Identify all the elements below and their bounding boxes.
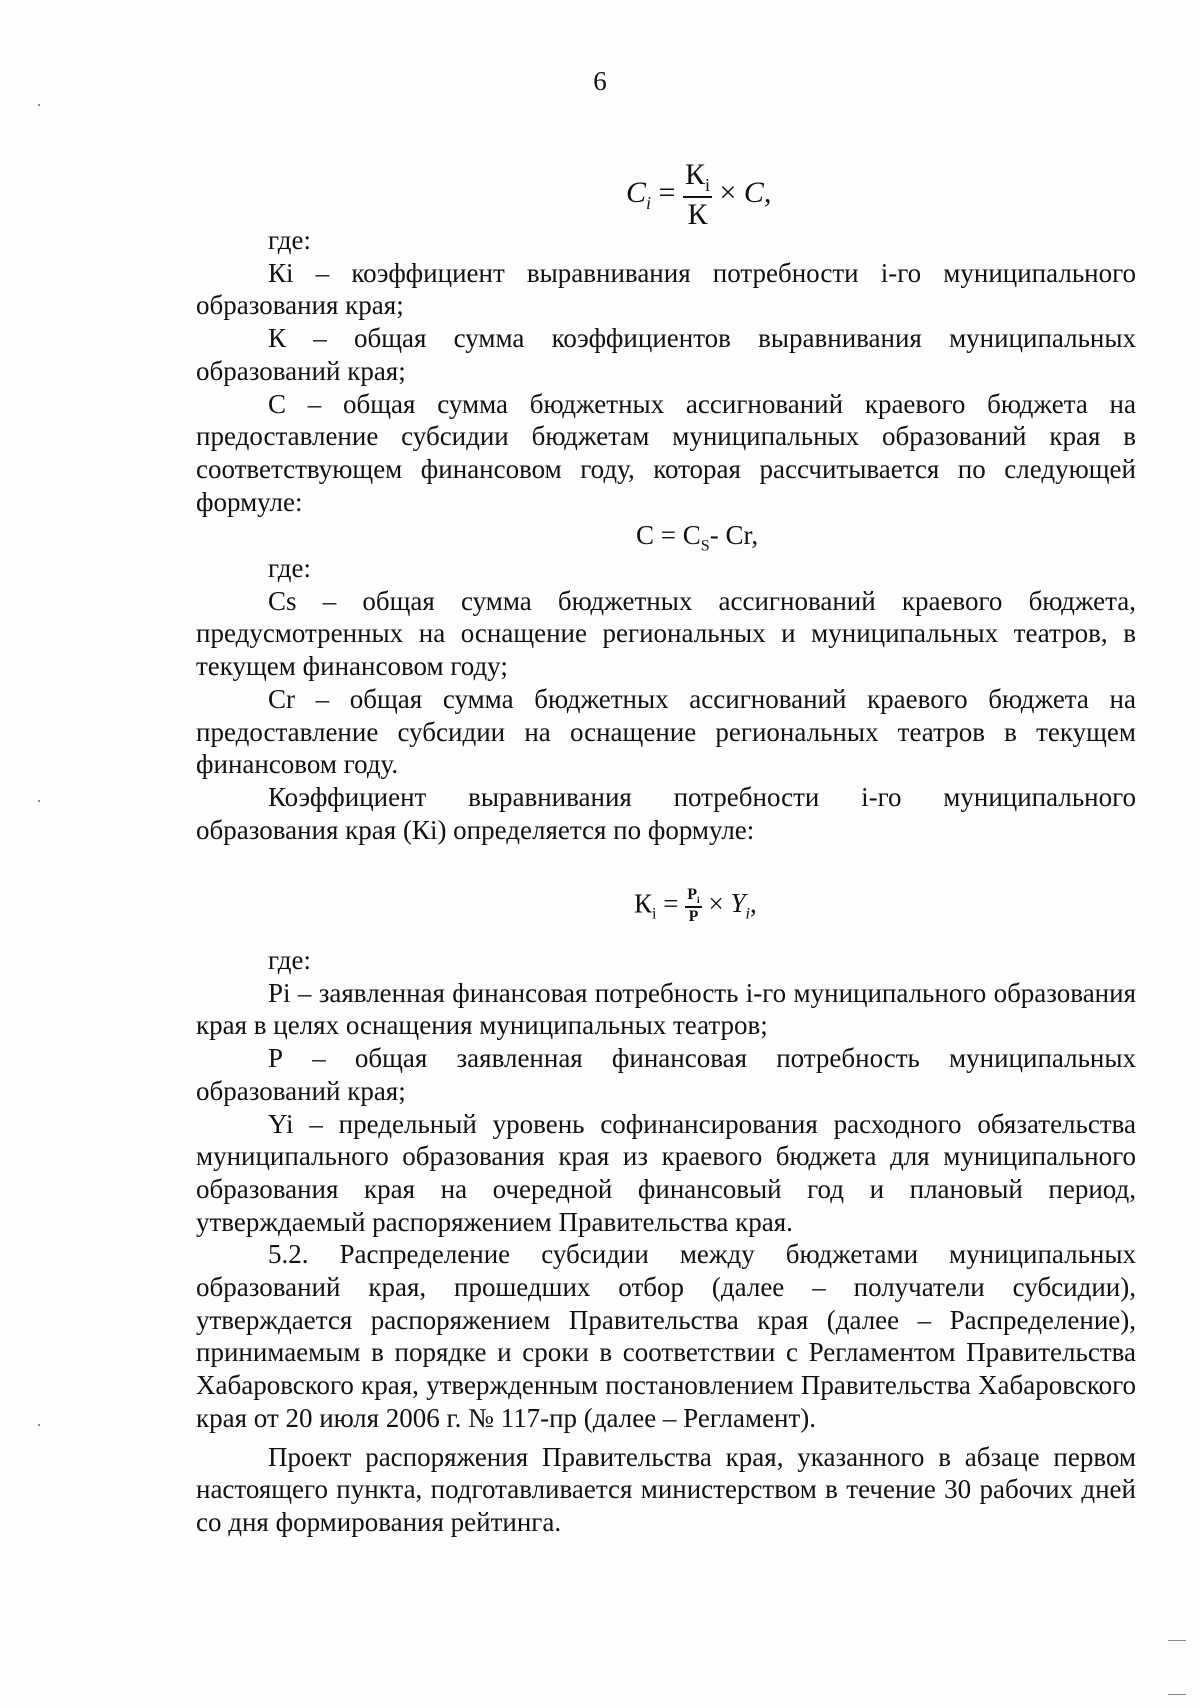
scan-speck	[1168, 1694, 1186, 1695]
scan-speck	[38, 104, 40, 106]
formula-ci-num: К	[684, 158, 705, 191]
definition-k: К – общая сумма коэффициентов выравнивания муниципальных образований края;	[196, 323, 1136, 386]
formula-ci-rhs: C,	[743, 175, 772, 209]
formula-ki-rhs-sub: i	[745, 904, 750, 923]
formula-ci-num-sub: i	[704, 175, 710, 195]
formula-ci-den: К	[687, 198, 708, 231]
formula-ki-num: P	[687, 886, 698, 903]
coefficient-intro: Коэффициент выравнивания потребности i-го муниципального образования края (Кi) определяется по формуле:	[196, 781, 1136, 845]
formula-ki-rhs: Y	[730, 888, 746, 919]
formula-c	[636, 520, 758, 555]
definition-ki: Кi – коэффициент выравнивания потребности i-го муниципального образования края;	[196, 257, 1136, 321]
page-number: 6	[593, 66, 607, 96]
formula-ki-num-sub: i	[697, 895, 700, 907]
paragraph-5-2: 5.2. Распределение субсидии между бюджетами муниципальных образований края, прошедших отбор (далее – получатели субсидии), утверждается распоряжением Правительства края (далее – Распределение), принимаемым в порядке и сроки в соответствии с Регламентом Правительства Хабаровского края, утвержденным постановлением Правительства Хабаровского края от 20 июля 2006 г. № 117-пр (далее – Регламент).	[196, 1239, 1136, 1433]
definition-yi: Yi – предельный уровень софинансирования расходного обязательства муниципального образования края из краевого бюджета для муниципального образования края на очередной финансовый год и плановый период, утверждаемый распоряжением Правительства края.	[196, 1108, 1136, 1237]
paragraph-project: Проект распоряжения Правительства края, указанного в абзаце первом настоящего пункта, подготавливается министерством в течение 30 рабочих дней со дня формирования рейтинга.	[196, 1441, 1136, 1537]
formula-ci-lhs-sub: i	[646, 192, 652, 213]
formula-ki-equals: =	[663, 888, 679, 919]
scan-speck	[38, 1424, 40, 1426]
where-label-3: где:	[268, 945, 311, 975]
formula-ki-lhs-sub: i	[652, 904, 657, 923]
formula-ci-lhs: C	[626, 175, 647, 209]
formula-ki-fraction	[685, 886, 701, 926]
formula-ki-times: ×	[708, 888, 724, 919]
scan-speck	[1168, 1640, 1186, 1641]
definition-p: Р – общая заявленная финансовая потребность муниципальных образований края;	[196, 1043, 1136, 1106]
definition-cr: Сr – общая сумма бюджетных ассигнований краевого бюджета на предоставление субсидии на оснащение региональных театров в текущем финансовом году.	[196, 683, 1136, 780]
formula-ci-fraction	[683, 158, 712, 232]
definition-c: С – общая сумма бюджетных ассигнований краевого бюджета на предоставление субсидии бюджетам муниципальных образований края в соответствующем финансовом году, которая рассчитывается по следующей формуле:	[196, 388, 1136, 517]
formula-ki-tail: ,	[749, 888, 757, 919]
where-label-1: где:	[268, 225, 311, 255]
formula-ci-equals: =	[658, 175, 676, 209]
block-definitions-3	[196, 944, 1136, 1539]
scan-speck	[38, 800, 40, 802]
definition-cs: Cs – общая сумма бюджетных ассигнований краевого бюджета, предусмотренных на оснащение региональных и муниципальных театров, в текущем финансовом году;	[196, 585, 1136, 682]
formula-ki-lhs: К	[634, 888, 653, 919]
formula-c-lhs: С = C	[636, 520, 701, 550]
where-label-2: где:	[268, 553, 311, 583]
formula-ci	[626, 158, 771, 232]
formula-ki	[634, 886, 757, 926]
formula-ci-times: ×	[719, 175, 737, 209]
block-definitions-2	[196, 552, 1136, 846]
formula-c-sub: S	[700, 536, 710, 555]
block-definitions-1	[196, 224, 1136, 518]
definition-pi: Pi – заявленная финансовая потребность i-го муниципального образования края в целях оснащения муниципальных театров;	[196, 977, 1136, 1041]
formula-ki-den: P	[688, 908, 699, 926]
formula-c-rhs: - Сr,	[709, 520, 759, 550]
